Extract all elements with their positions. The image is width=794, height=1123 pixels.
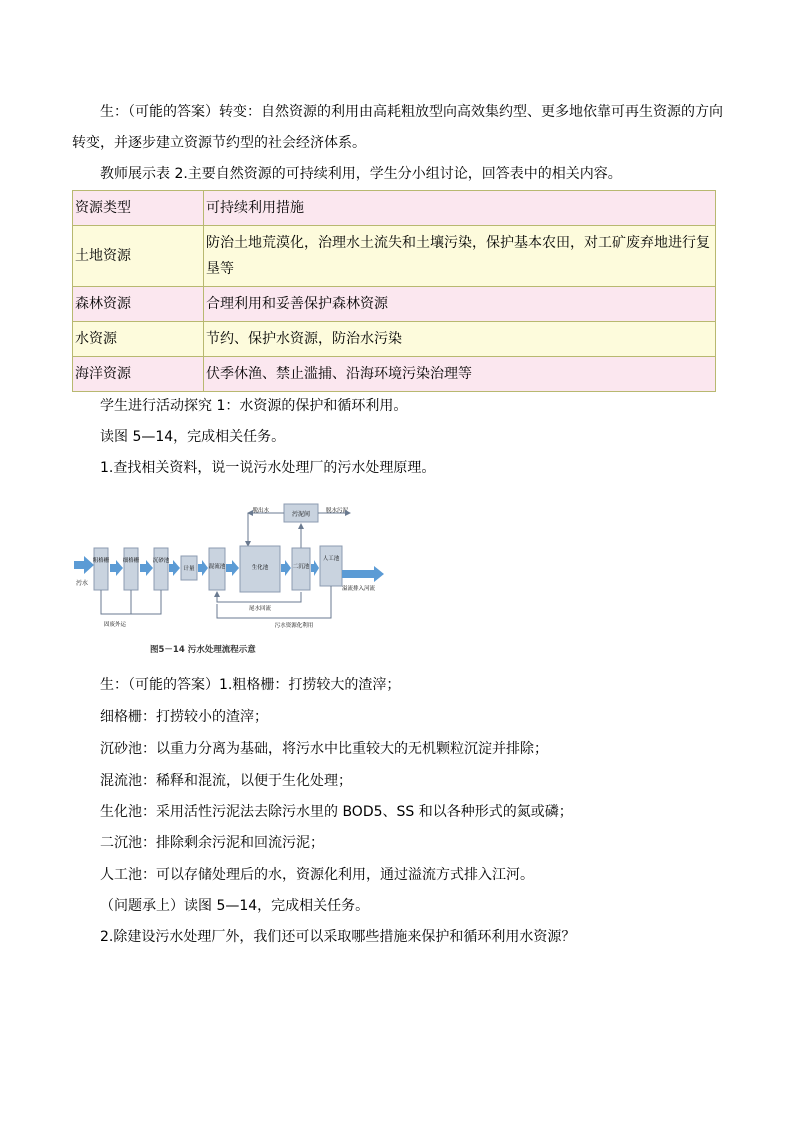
paragraph-answer-transition: 生：（可能的答案）转变：自然资源的利用由高耗粗放型向高效集约型、更多地依靠可再生资源的方向转变，并逐步建立资源节约型的社会经济体系。 — [72, 104, 723, 151]
box-label: 人工池 — [322, 556, 340, 562]
table-cell: 节约、保护水资源，防治水污染 — [204, 322, 716, 357]
drain-water-label: 脱出水 — [252, 508, 269, 514]
paragraph-question-1: 1.查找相关资料，说一说污水处理厂的污水处理原理。 — [100, 460, 436, 476]
table-cell: 水资源 — [73, 322, 204, 357]
return-sludge-label: 尾水回流 — [248, 606, 272, 612]
table-row — [73, 226, 716, 287]
box-coarse-screen — [94, 548, 108, 590]
table-row — [73, 357, 716, 392]
box-label: 粗格栅 — [92, 558, 110, 564]
dewatered-sludge-label: 脱水污泥 — [326, 508, 349, 514]
box-label: 计量 — [183, 566, 195, 572]
answer-mixing-tank: 混流池：稀释和混流，以便于生化处理； — [100, 773, 352, 789]
resource-table — [72, 190, 716, 392]
box-grit-chamber — [154, 548, 168, 590]
table-cell: 合理利用和妥善保护森林资源 — [204, 287, 716, 322]
answer-artificial-pond: 人工池：可以存储处理后的水，资源化利用，通过溢流方式排入江河。 — [100, 867, 534, 883]
paragraph-read-figure: 读图 5—14，完成相关任务。 — [100, 429, 286, 445]
table-row — [73, 322, 716, 357]
table-header-row — [73, 191, 716, 226]
answer-fine-screen: 细格栅：打捞较小的渣滓； — [100, 709, 268, 725]
box-label: 沉砂池 — [152, 558, 170, 564]
figure-caption: 图5－14 污水处理流程示意 — [150, 645, 256, 655]
answer-bio-tank: 生化池：采用活性污泥法去除污水里的 BOD5、SS 和以各种形式的氮或磷； — [100, 804, 573, 820]
table-header-cell: 资源类型 — [73, 191, 204, 226]
answer-grit-chamber: 沉砂池：以重力分离为基础，将污水中比重较大的无机颗粒沉淀并排除； — [100, 741, 548, 757]
solid-waste-label: 固废外运 — [104, 622, 127, 628]
box-label: 二沉池 — [292, 564, 310, 570]
paragraph-activity: 学生进行活动探究 1：水资源的保护和循环利用。 — [100, 398, 408, 414]
reuse-label: 污水资源化利用 — [274, 623, 314, 629]
table-cell: 土地资源 — [73, 226, 204, 287]
table-cell: 海洋资源 — [73, 357, 204, 392]
table-row — [73, 287, 716, 322]
box-label: 细格栅 — [122, 558, 140, 564]
table-cell: 伏季休渔、禁止滥捕、沿海环境污染治理等 — [204, 357, 716, 392]
table-cell: 森林资源 — [73, 287, 204, 322]
box-fine-screen — [124, 548, 138, 590]
table-header-cell: 可持续利用措施 — [204, 191, 716, 226]
sewage-flow-diagram — [74, 496, 394, 662]
answer-secondary-clarifier: 二沉池：排除剩余污泥和回流污泥； — [100, 835, 324, 851]
table-cell: 防治土地荒漠化，治理水土流失和土壤污染，保护基本农田，对工矿废弃地进行复垦等 — [204, 226, 716, 287]
box-label: 生化池 — [251, 565, 269, 571]
answer-coarse-screen: 生：（可能的答案）1.粗格栅：打捞较大的渣滓； — [100, 677, 401, 693]
overflow-label: 溢流排入河流 — [342, 586, 376, 592]
paragraph-teacher-table: 教师展示表 2.主要自然资源的可持续利用，学生分小组讨论，回答表中的相关内容。 — [100, 166, 622, 182]
input-label: 污水 — [76, 580, 89, 587]
box-label: 混流池 — [208, 564, 226, 570]
paragraph-question-2: 2.除建设污水处理厂外，我们还可以采取哪些措施来保护和循环利用水资源？ — [100, 929, 576, 945]
sludge-room-label: 污泥间 — [291, 511, 311, 518]
paragraph-followup: （问题承上）读图 5—14，完成相关任务。 — [100, 898, 370, 914]
box-artificial-pond — [320, 546, 342, 586]
